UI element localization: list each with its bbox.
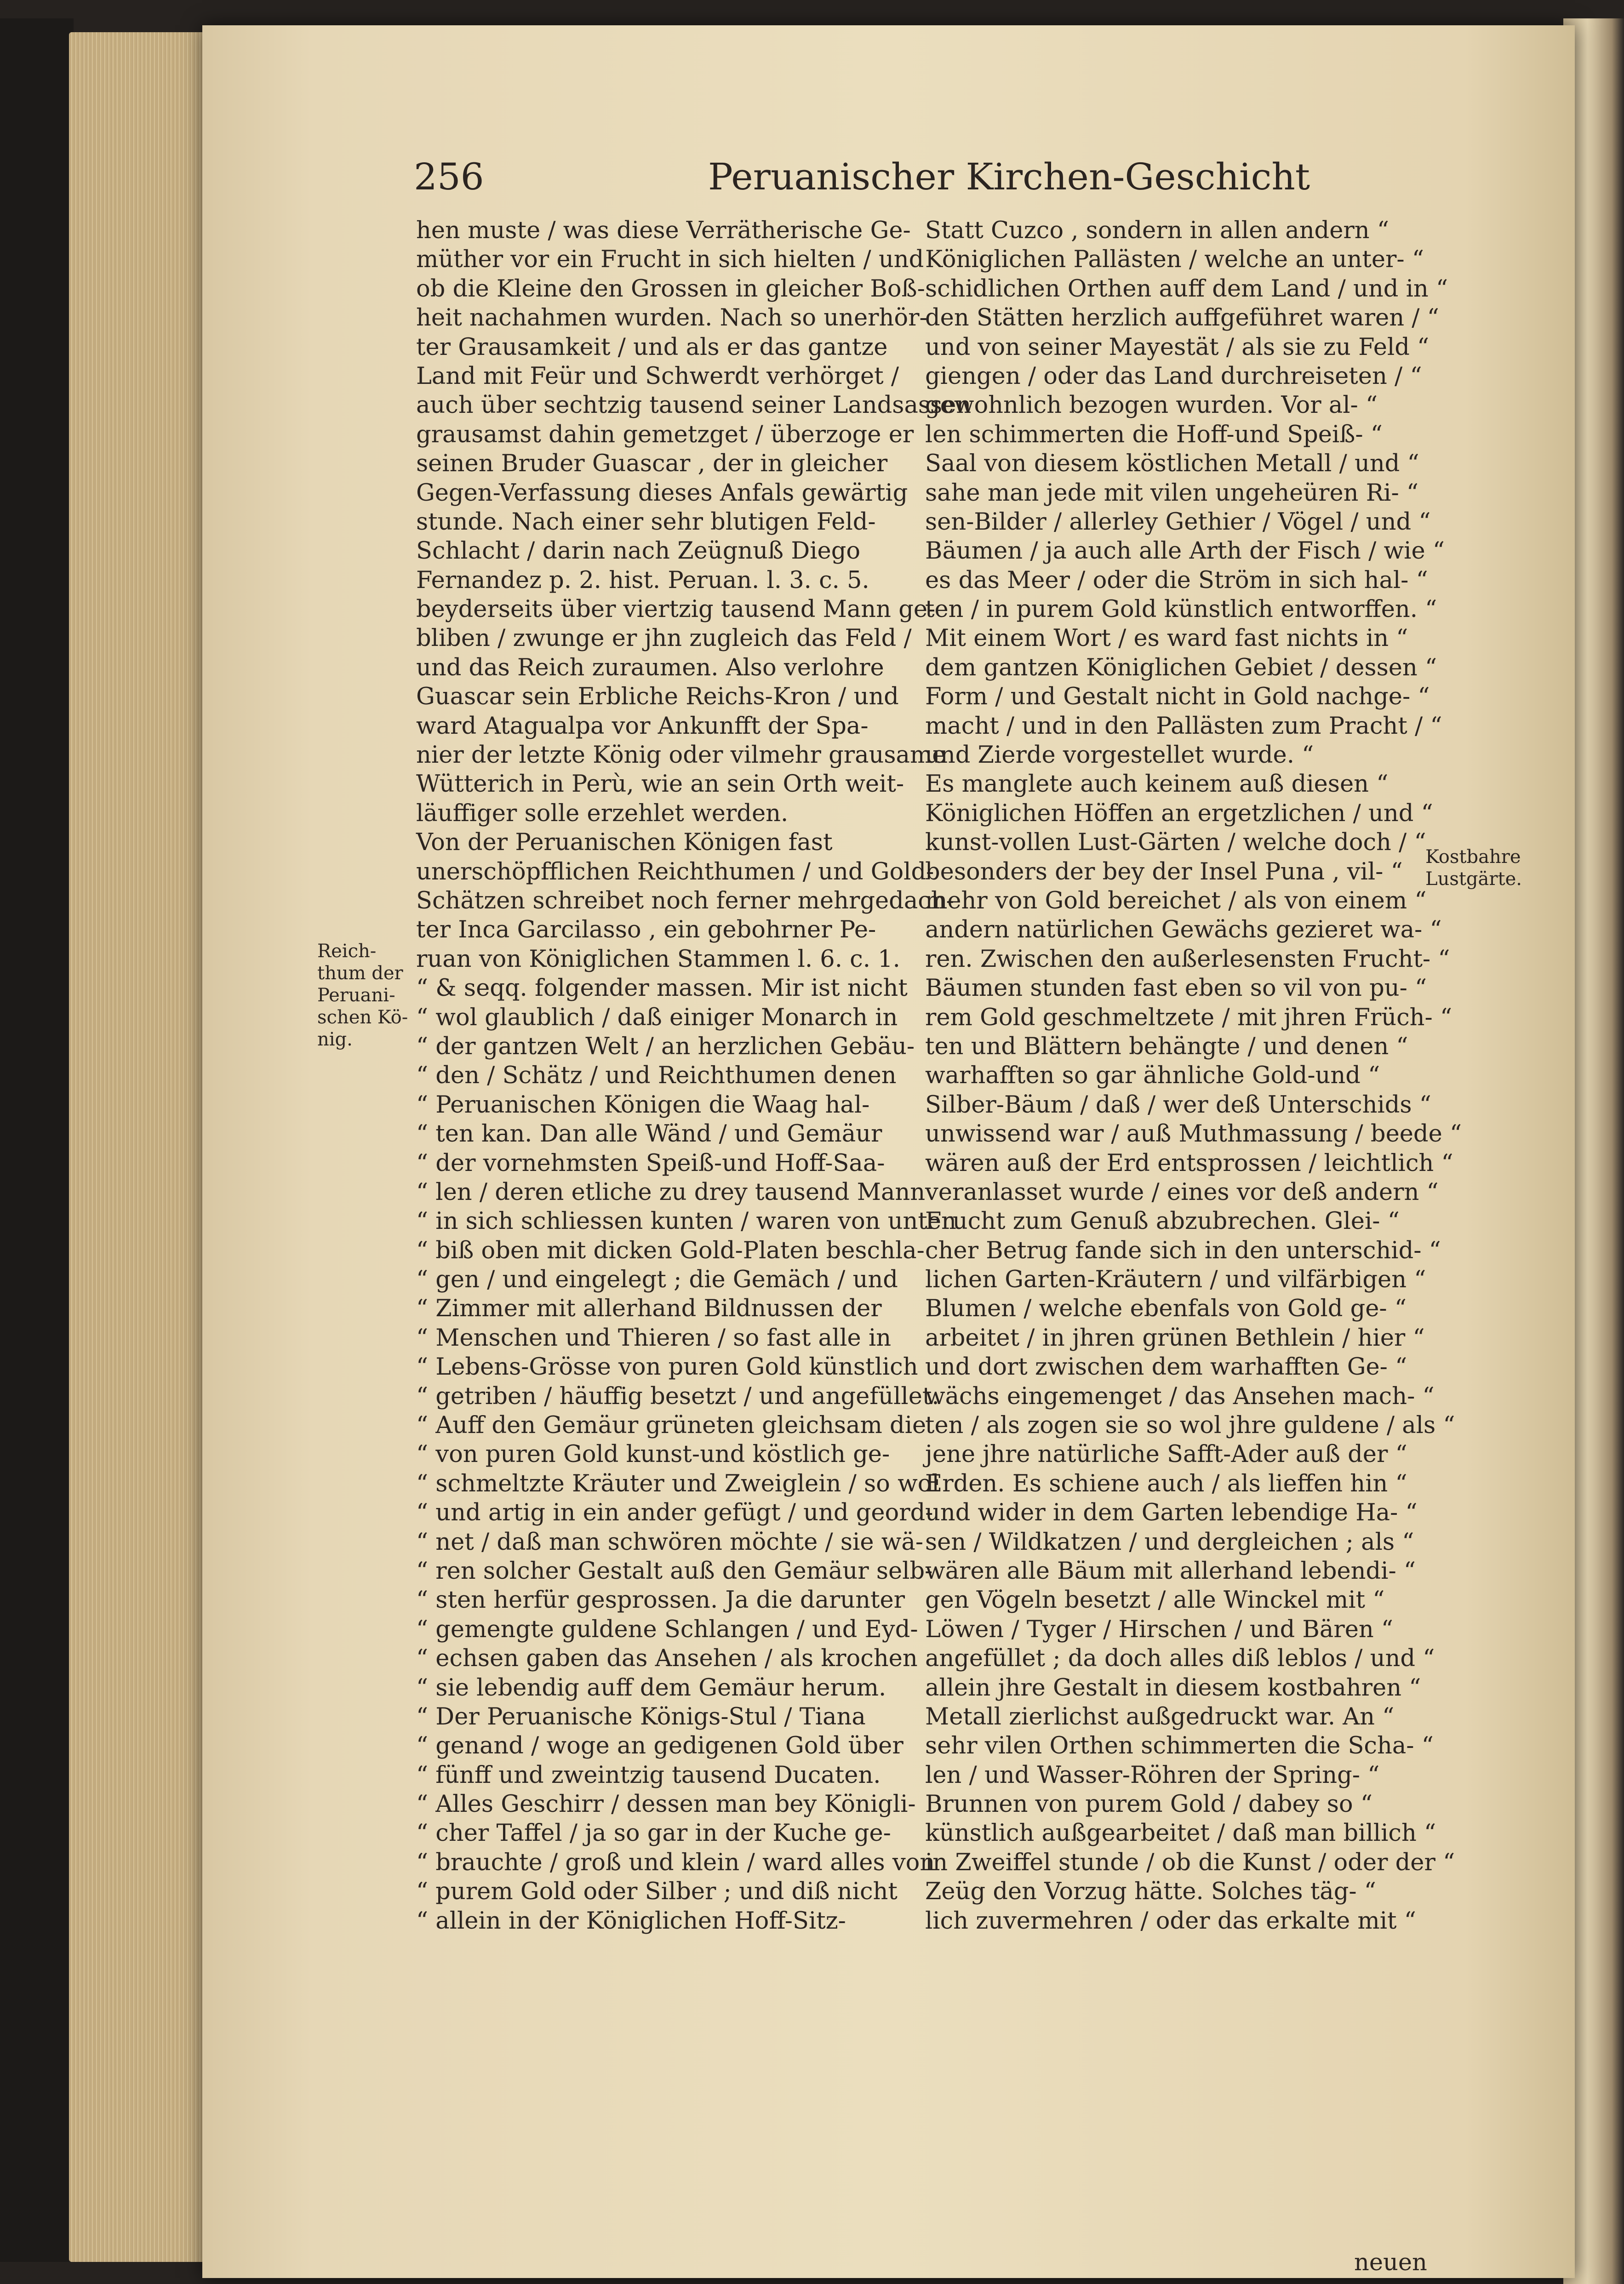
text-line: ruan von Königlichen Stammen l. 6. c. 1. bbox=[416, 945, 900, 973]
text-line: hen muste / was diese Verrätherische Ge- bbox=[416, 217, 911, 244]
text-line: Von der Peruanischen Königen fast bbox=[416, 829, 833, 856]
text-line: “ biß oben mit dicken Gold-Platen beschla- bbox=[416, 1237, 925, 1264]
margin-note-right bbox=[1425, 846, 1536, 890]
text-line: ten / in purem Gold künstlich entworffen. “ bbox=[925, 596, 1437, 623]
text-line: Saal von diesem köstlichen Metall / und “ bbox=[925, 450, 1419, 478]
text-line: “ echsen gaben das Ansehen / als krochen bbox=[416, 1645, 918, 1673]
text-line: Gegen-Verfassung dieses Anfals gewärtig bbox=[416, 479, 908, 507]
text-line: unerschöpfflichen Reichthumen / und Gold- bbox=[416, 858, 934, 885]
text-line: und Zierde vorgestellet wurde. “ bbox=[925, 742, 1314, 769]
text-line: mehr von Gold bereichet / als von einem “ bbox=[925, 887, 1427, 914]
page-stack-edge bbox=[69, 32, 216, 2262]
text-line: “ getriben / häuffig besetzt / und angefüllet. bbox=[416, 1382, 939, 1410]
text-line: “ Auff den Gemäur grüneten gleichsam die bbox=[416, 1412, 926, 1439]
text-line: Es manglete auch keinem auß diesen “ bbox=[925, 771, 1389, 798]
text-line: Erden. Es schiene auch / als lieffen hin “ bbox=[925, 1470, 1407, 1497]
text-line: warhafften so gar ähnliche Gold-und “ bbox=[925, 1062, 1380, 1090]
text-line: cher Betrug fande sich in den unterschid- “ bbox=[925, 1237, 1441, 1264]
text-line: angefüllet ; da doch alles diß leblos / und “ bbox=[925, 1645, 1435, 1673]
right-column bbox=[925, 216, 1462, 1936]
text-line: len schimmerten die Hoff-und Speiß- “ bbox=[925, 421, 1383, 448]
text-line: “ den / Schätz / und Reichthumen denen bbox=[416, 1062, 897, 1090]
text-line: thum der bbox=[317, 963, 403, 984]
text-line: allein jhre Gestalt in diesem kostbahren “ bbox=[925, 1674, 1421, 1702]
text-line: bliben / zwunge er jhn zugleich das Feld / bbox=[416, 625, 912, 652]
left-column bbox=[416, 216, 972, 1936]
text-line: kunst-vollen Lust-Gärten / welche doch / “ bbox=[925, 829, 1426, 856]
text-line: rem Gold geschmeltzete / mit jhren Früch- “ bbox=[925, 1004, 1452, 1031]
text-line: auch über sechtzig tausend seiner Landsassen bbox=[416, 392, 972, 419]
text-line: jene jhre natürliche Safft-Ader auß der “ bbox=[925, 1441, 1407, 1468]
text-line: Fernandez p. 2. hist. Peruan. l. 3. c. 5. bbox=[416, 566, 869, 594]
text-line: wären auß der Erd entsprossen / leichtlich “ bbox=[925, 1149, 1453, 1177]
catchword: neuen bbox=[1354, 2249, 1427, 2276]
text-line: “ Peruanischen Königen die Waag hal- bbox=[416, 1091, 870, 1119]
text-line: Schlacht / darin nach Zeügnuß Diego bbox=[416, 537, 861, 565]
text-line: “ ten kan. Dan alle Wänd / und Gemäur bbox=[416, 1120, 882, 1148]
text-line: Bäumen / ja auch alle Arth der Fisch / wie “ bbox=[925, 537, 1445, 565]
text-line: Lustgärte. bbox=[1425, 868, 1522, 890]
text-line: sen / Wildkatzen / und dergleichen ; als “ bbox=[925, 1528, 1414, 1556]
text-line: sen-Bilder / allerley Gethier / Vögel / und “ bbox=[925, 508, 1431, 536]
text-line: dem gantzen Königlichen Gebiet / dessen “ bbox=[925, 654, 1437, 681]
text-line: wären alle Bäum mit allerhand lebendi- “ bbox=[925, 1557, 1416, 1585]
text-line: unwissend war / auß Muthmassung / beede “ bbox=[925, 1120, 1462, 1148]
text-line: Statt Cuzco , sondern in allen andern “ bbox=[925, 217, 1389, 244]
text-line: “ Alles Geschirr / dessen man bey Königli- bbox=[416, 1791, 916, 1818]
text-line: “ & seqq. folgender massen. Mir ist nicht bbox=[416, 975, 908, 1002]
text-line: Land mit Feür und Schwerdt verhörget / bbox=[416, 362, 899, 390]
text-line: grausamst dahin gemetzget / überzoge er bbox=[416, 421, 914, 448]
text-line: “ der gantzen Welt / an herzlichen Gebäu- bbox=[416, 1033, 915, 1060]
text-line: “ len / deren etliche zu drey tausend Mann bbox=[416, 1178, 926, 1206]
text-line: “ wol glaublich / daß einiger Monarch in bbox=[416, 1004, 898, 1031]
text-line: schidlichen Orthen auff dem Land / und in “ bbox=[925, 275, 1448, 303]
text-line: ten und Blättern behängte / und denen “ bbox=[925, 1033, 1408, 1060]
text-line: “ Der Peruanische Königs-Stul / Tiana bbox=[416, 1703, 866, 1730]
text-line: Bäumen stunden fast eben so vil von pu- “ bbox=[925, 975, 1427, 1002]
text-line: Zeüg den Vorzug hätte. Solches täg- “ bbox=[925, 1878, 1376, 1906]
running-title: Peruanischer Kirchen-Geschicht bbox=[708, 155, 1310, 198]
text-line: Brunnen von purem Gold / dabey so “ bbox=[925, 1791, 1372, 1818]
text-line: sehr vilen Orthen schimmerten die Scha- “ bbox=[925, 1732, 1434, 1760]
text-line: gewohnlich bezogen wurden. Vor al- “ bbox=[925, 392, 1378, 419]
text-line: müther vor ein Frucht in sich hielten / und bbox=[416, 246, 924, 274]
text-line: “ brauchte / groß und klein / ward alles von bbox=[416, 1849, 935, 1876]
text-line: “ sten herfür gesprossen. Ja die darunter bbox=[416, 1587, 905, 1614]
text-line: Metall zierlichst außgedruckt war. An “ bbox=[925, 1703, 1395, 1730]
text-line: “ allein in der Königlichen Hoff-Sitz- bbox=[416, 1907, 846, 1935]
text-line: “ Menschen und Thieren / so fast alle in bbox=[416, 1324, 892, 1352]
text-line: Königlichen Pallästen / welche an unter- “ bbox=[925, 246, 1424, 274]
text-line: beyderseits über viertzig tausend Mann ge- bbox=[416, 596, 936, 623]
text-line: nier der letzte König oder vilmehr grausame bbox=[416, 742, 946, 769]
text-line: “ gemengte guldene Schlangen / und Eyd- bbox=[416, 1616, 918, 1643]
text-line: und von seiner Mayestät / als sie zu Feld “ bbox=[925, 333, 1430, 361]
text-line: veranlasset wurde / eines vor deß andern “ bbox=[925, 1178, 1439, 1206]
text-line: und das Reich zuraumen. Also verlohre bbox=[416, 654, 884, 681]
text-line: andern natürlichen Gewächs gezieret wa- “ bbox=[925, 916, 1442, 944]
text-line: “ net / daß man schwören möchte / sie wä- bbox=[416, 1528, 924, 1556]
text-line: wächs eingemenget / das Ansehen mach- “ bbox=[925, 1382, 1435, 1410]
text-line: “ gen / und eingelegt ; die Gemäch / und bbox=[416, 1266, 898, 1294]
text-line: ten / als zogen sie so wol jhre guldene / als “ bbox=[925, 1412, 1455, 1439]
text-line: macht / und in den Pallästen zum Pracht / “ bbox=[925, 712, 1442, 740]
book-cover-edge bbox=[0, 18, 74, 2262]
text-line: “ in sich schliessen kunten / waren von unten bbox=[416, 1208, 956, 1235]
text-line: Reich- bbox=[317, 941, 377, 962]
text-line: “ ren solcher Gestalt auß den Gemäur selb- bbox=[416, 1557, 933, 1585]
text-line: “ der vornehmsten Speiß-und Hoff-Saa- bbox=[416, 1149, 885, 1177]
text-line: Blumen / welche ebenfals von Gold ge- “ bbox=[925, 1295, 1407, 1323]
text-line: Kostbahre bbox=[1425, 846, 1521, 868]
text-line: “ und artig in ein ander gefügt / und geord- bbox=[416, 1499, 933, 1527]
text-line: künstlich außgearbeitet / daß man billich “ bbox=[925, 1820, 1436, 1847]
text-line: seinen Bruder Guascar , der in gleicher bbox=[416, 450, 888, 478]
text-line: ter Grausamkeit / und als er das gantze bbox=[416, 333, 888, 361]
text-line: nig. bbox=[317, 1029, 353, 1050]
text-line: stunde. Nach einer sehr blutigen Feld- bbox=[416, 508, 876, 536]
text-line: “ genand / woge an gedigenen Gold über bbox=[416, 1732, 903, 1760]
text-line: Peruani- bbox=[317, 985, 395, 1006]
text-line: ter Inca Garcilasso , ein gebohrner Pe- bbox=[416, 916, 876, 944]
margin-note-left bbox=[317, 940, 414, 1051]
text-line: ward Atagualpa vor Ankunfft der Spa- bbox=[416, 712, 869, 740]
text-line: Schätzen schreibet noch ferner mehrgedach- bbox=[416, 887, 954, 914]
text-line: ren. Zwischen den außerlesensten Frucht- “ bbox=[925, 945, 1450, 973]
text-line: sahe man jede mit vilen ungeheüren Ri- “ bbox=[925, 479, 1418, 507]
text-line: “ Zimmer mit allerhand Bildnussen der bbox=[416, 1295, 882, 1323]
text-line: den Stätten herzlich auffgeführet waren / “ bbox=[925, 304, 1439, 332]
text-line: “ schmeltzte Kräuter und Zweiglein / so wol bbox=[416, 1470, 939, 1497]
text-line: läuffiger solle erzehlet werden. bbox=[416, 799, 789, 827]
text-line: Mit einem Wort / es ward fast nichts in “ bbox=[925, 625, 1408, 652]
text-line: ob die Kleine den Grossen in gleicher Boß- bbox=[416, 275, 925, 303]
text-line: Frucht zum Genuß abzubrechen. Glei- “ bbox=[925, 1208, 1400, 1235]
text-line: Guascar sein Erbliche Reichs-Kron / und bbox=[416, 683, 899, 711]
text-line: arbeitet / in jhren grünen Bethlein / hier “ bbox=[925, 1324, 1425, 1352]
text-line: len / und Wasser-Röhren der Spring- “ bbox=[925, 1761, 1380, 1789]
text-line: heit nachahmen wurden. Nach so unerhör- bbox=[416, 304, 927, 332]
text-line: “ Lebens-Grösse von puren Gold künstlich bbox=[416, 1353, 918, 1381]
text-line: “ sie lebendig auff dem Gemäur herum. bbox=[416, 1674, 886, 1702]
text-line: besonders der bey der Insel Puna , vil- “ bbox=[925, 858, 1403, 885]
text-line: es das Meer / oder die Ström in sich hal- “ bbox=[925, 566, 1428, 594]
text-line: lich zuvermehren / oder das erkalte mit “ bbox=[925, 1907, 1416, 1935]
text-line: “ fünff und zweintzig tausend Ducaten. bbox=[416, 1761, 881, 1789]
text-line: Königlichen Höffen an ergetzlichen / und “ bbox=[925, 799, 1433, 827]
text-line: in Zweiffel stunde / ob die Kunst / oder der “ bbox=[925, 1849, 1455, 1876]
text-line: giengen / oder das Land durchreiseten / “ bbox=[925, 362, 1422, 390]
text-line: “ von puren Gold kunst-und köstlich ge- bbox=[416, 1441, 890, 1468]
text-line: Wütterich in Perù, wie an sein Orth weit- bbox=[416, 771, 904, 798]
text-line: schen Kö- bbox=[317, 1007, 408, 1028]
text-line: “ purem Gold oder Silber ; und diß nicht bbox=[416, 1878, 898, 1906]
text-line: und dort zwischen dem warhafften Ge- “ bbox=[925, 1353, 1407, 1381]
text-line: Form / und Gestalt nicht in Gold nachge- “ bbox=[925, 683, 1430, 711]
text-line: Silber-Bäum / daß / wer deß Unterschids “ bbox=[925, 1091, 1431, 1119]
text-line: und wider in dem Garten lebendige Ha- “ bbox=[925, 1499, 1418, 1527]
text-line: lichen Garten-Kräutern / und vilfärbigen “ bbox=[925, 1266, 1426, 1294]
text-line: Löwen / Tyger / Hirschen / und Bären “ bbox=[925, 1616, 1394, 1643]
text-line: “ cher Taffel / ja so gar in der Kuche ge- bbox=[416, 1820, 891, 1847]
page-number: 256 bbox=[414, 155, 484, 198]
text-line: gen Vögeln besetzt / alle Winckel mit “ bbox=[925, 1587, 1385, 1614]
